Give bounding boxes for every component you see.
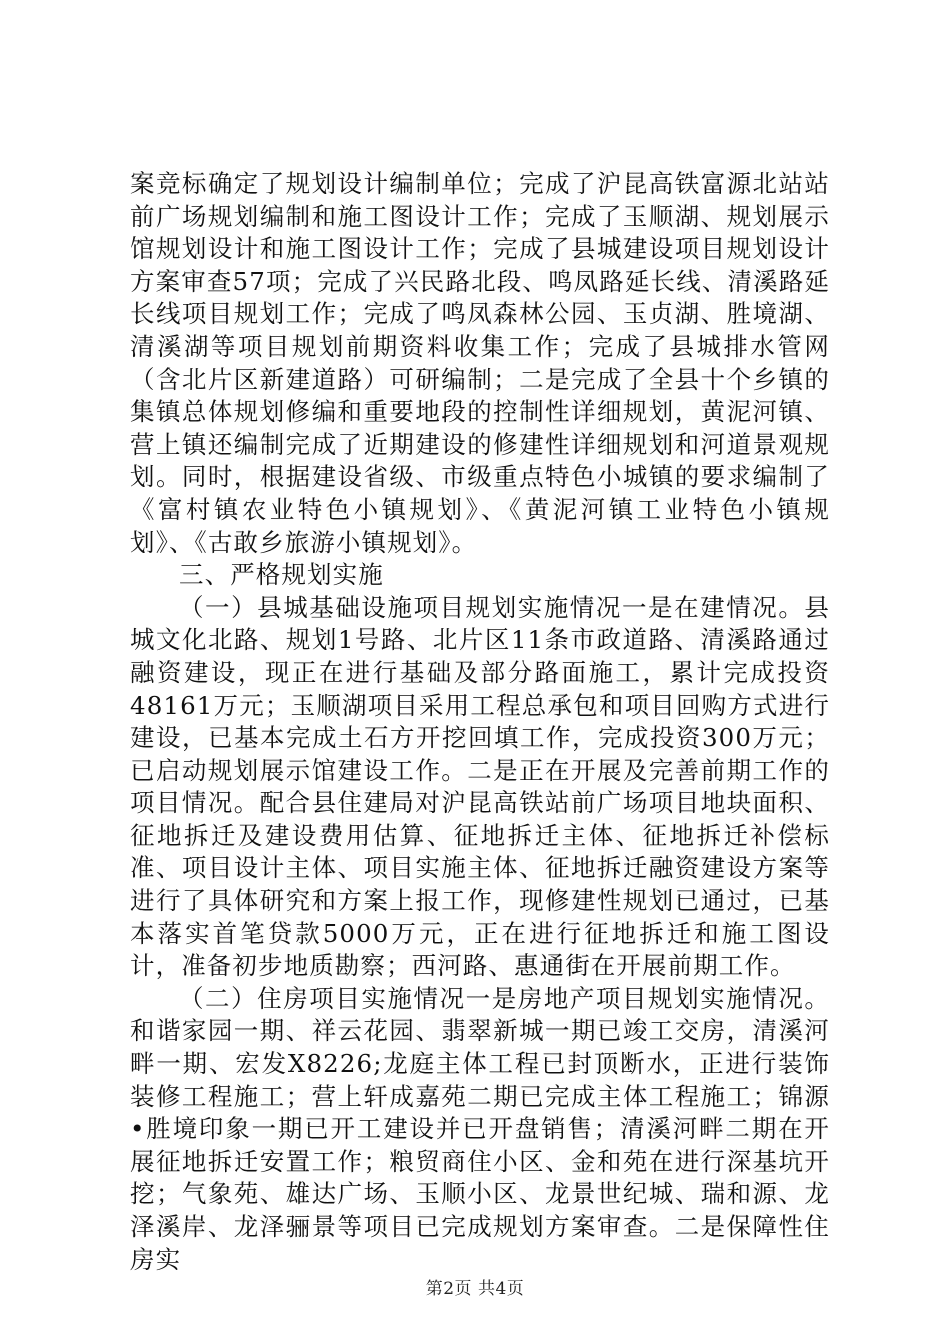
- document-body: [130, 168, 830, 1276]
- paragraph-planning-results: 案竞标确定了规划设计编制单位；完成了沪昆高铁富源北站站前广场规划编制和施工图设计工作；完成了玉顺湖、规划展示馆规划设计和施工图设计工作；完成了县城建设项目规划设计方案审查57项；完成了兴民路北段、鸣凤路延长线、清溪路延长线项目规划工作；完成了鸣凤森林公园、玉贞湖、胜境湖、清溪湖等项目规划前期资料收集工作；完成了县城排水管网（含北片区新建道路）可研编制；二是完成了全县十个乡镇的集镇总体规划修编和重要地段的控制性详细规划，黄泥河镇、营上镇还编制完成了近期建设的修建性详细规划和河道景观规划。同时，根据建设省级、市级重点特色小城镇的要求编制了《富村镇农业特色小镇规划》、《黄泥河镇工业特色小镇规划》、《古敢乡旅游小镇规划》。: [130, 169, 830, 557]
- section-heading-strict-implementation: 三、严格规划实施: [179, 560, 384, 590]
- paragraph-infrastructure-projects: （一）县城基础设施项目规划实施情况一是在建情况。县城文化北路、规划1号路、北片区11条市政道路、清溪路通过融资建设，现正在进行基础及部分路面施工，累计完成投资48161万元；玉顺湖项目采用工程总承包和项目回购方式进行建设，已基本完成土石方开挖回填工作，完成投资300万元；已启动规划展示馆建设工作。二是正在开展及完善前期工作的项目情况。配合县住建局对沪昆高铁站前广场项目地块面积、征地拆迁及建设费用估算、征地拆迁主体、征地拆迁补偿标准、项目设计主体、项目实施主体、征地拆迁融资建设方案等进行了具体研究和方案上报工作，现修建性规划已通过，已基本落实首笔贷款5000万元，正在进行征地拆迁和施工图设计，准备初步地质勘察；西河路、惠通街在开展前期工作。: [130, 592, 830, 981]
- page-number-footer: 第2页 共4页: [425, 1279, 525, 1299]
- paragraph-housing-projects: （二）住房项目实施情况一是房地产项目规划实施情况。和谐家园一期、祥云花园、翡翠新城一期已竣工交房，清溪河畔一期、宏发X8226;龙庭主体工程已封顶断水，正进行装饰装修工程施工；营上轩成嘉苑二期已完成主体工程施工；锦源•胜境印象一期已开工建设并已开盘销售；清溪河畔二期在开展征地拆迁安置工作；粮贸商住小区、金和苑在进行深基坑开挖；气象苑、雄达广场、玉顺小区、龙景世纪城、瑞和源、龙泽溪岸、龙泽骊景等项目已完成规划方案审查。二是保障性住房实: [130, 983, 830, 1274]
